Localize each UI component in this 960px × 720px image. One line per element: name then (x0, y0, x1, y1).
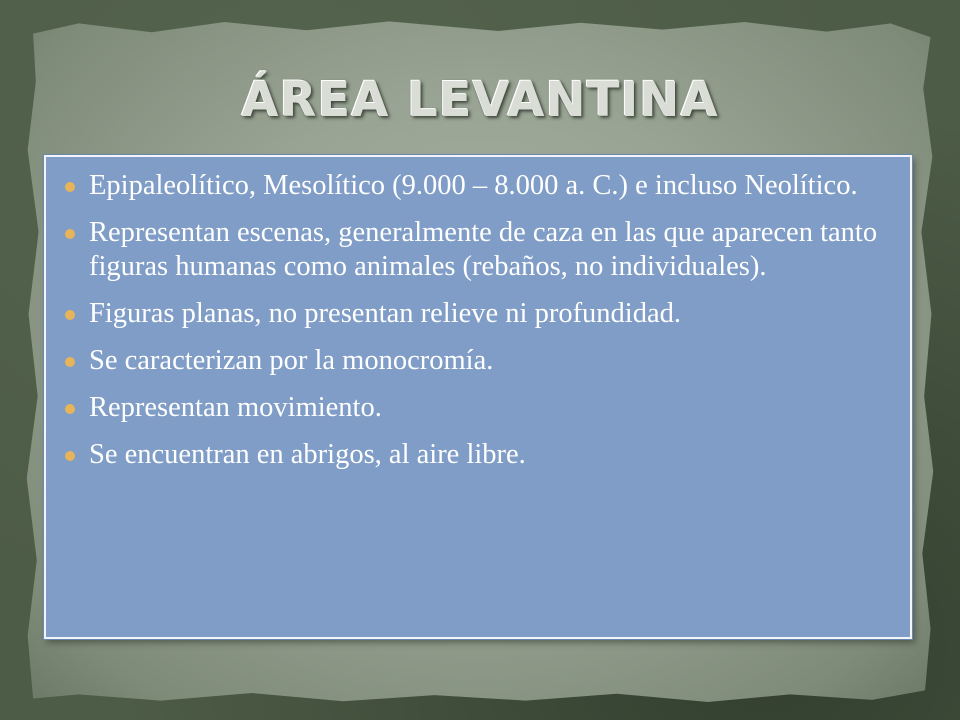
bullet-text: Epipaleolítico, Mesolítico (9.000 – 8.000 a. C.) e incluso Neolítico. (89, 170, 858, 201)
bullet-item (63, 344, 890, 378)
bullet-text: Representan movimiento. (89, 392, 382, 423)
bullet-list (46, 157, 910, 472)
bullet-dot-icon (65, 451, 75, 461)
bullet-dot-icon (65, 404, 75, 414)
bullet-dot-icon (65, 357, 75, 367)
bullet-item (63, 169, 890, 203)
bullet-dot-icon (65, 310, 75, 320)
bullet-item (63, 391, 890, 425)
bullet-text: Se caracterizan por la monocromía. (89, 345, 494, 376)
bullet-text: Representan escenas, generalmente de caza en las que aparecen tanto figuras humanas como animales (rebaños, no individuales). (89, 217, 878, 282)
bullet-dot-icon (65, 182, 75, 192)
bullet-item (63, 438, 890, 472)
slide-title: ÁREA LEVANTINA (241, 72, 719, 128)
content-box (44, 155, 912, 639)
bullet-item (63, 216, 890, 284)
bullet-text: Figuras planas, no presentan relieve ni profundidad. (89, 298, 682, 329)
bullet-text: Se encuentran en abrigos, al aire libre. (89, 439, 526, 470)
bullet-dot-icon (65, 229, 75, 239)
bullet-item (63, 297, 890, 331)
